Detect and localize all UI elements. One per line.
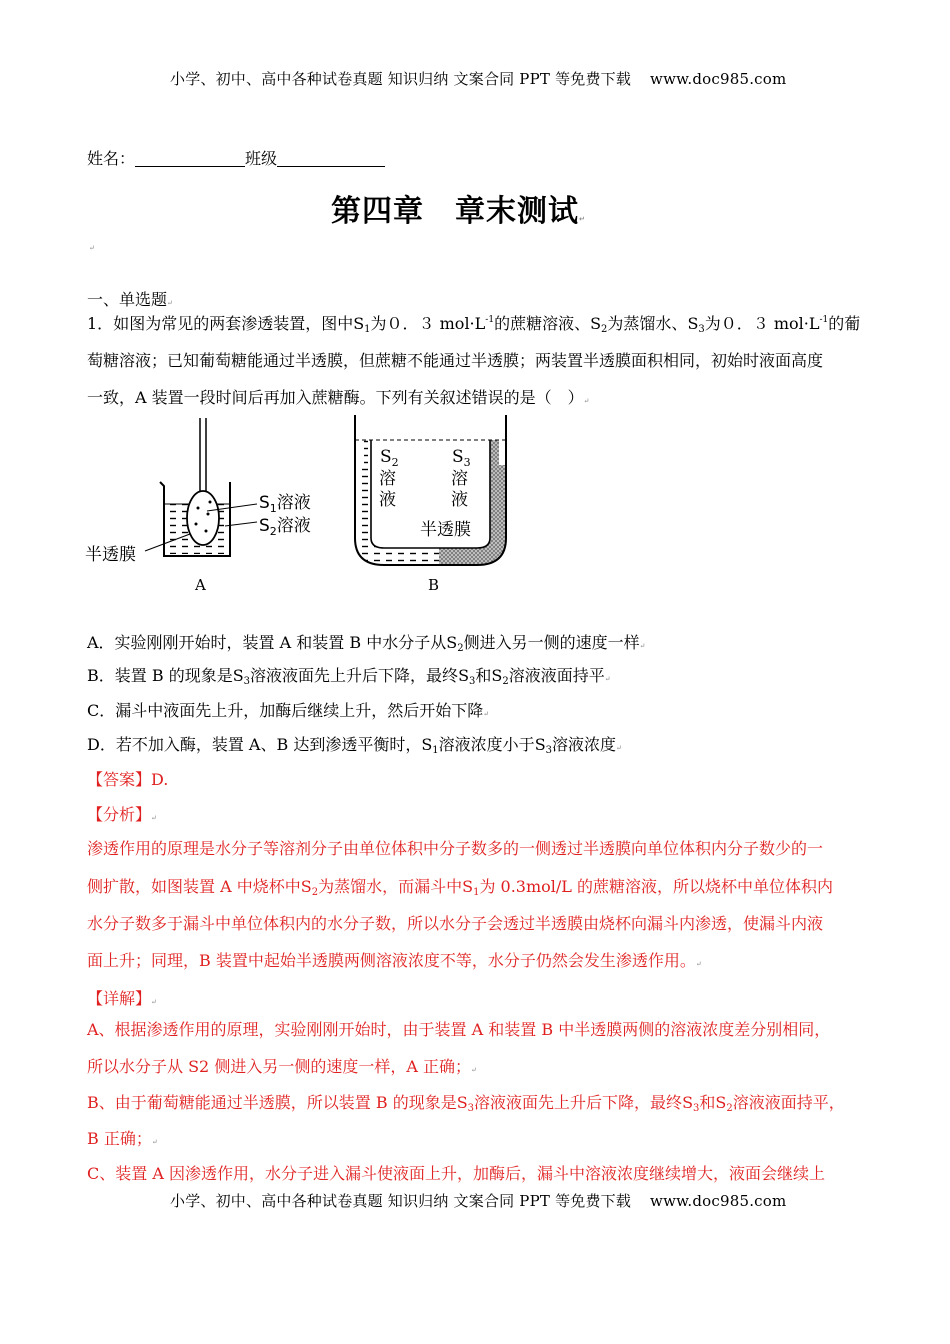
section-heading-text: 一、单选题 xyxy=(87,290,168,309)
osmosis-figure xyxy=(85,410,525,600)
paragraph-mark: ↵ xyxy=(579,215,586,223)
text: 溶液液面持平， xyxy=(732,1093,845,1112)
detail-line-c1: C、装置 A 因渗透作用，水分子进入漏斗使液面上升，加酶后，漏斗中溶液浓度继续增大，液面会继续上 xyxy=(87,1164,825,1183)
subscript: 2 xyxy=(601,324,608,335)
text: 溶液液面先上升后下降，最终 xyxy=(250,666,459,685)
analysis-line-3: 水分子数多于漏斗中单位体积内的水分子数，所以水分子会透过半透膜由烧杯向漏斗内渗透，使漏斗内液 xyxy=(87,914,824,933)
label-a: A xyxy=(195,576,206,594)
text: 和 xyxy=(699,1093,716,1112)
text: 为 0.3mol/L 的蔗糖溶液，所以烧杯中单位体积内 xyxy=(479,877,833,896)
label-s2-text: 溶液 xyxy=(276,516,311,536)
detail-line-b2 xyxy=(87,1126,158,1149)
text: A．实验刚刚开始时，装置 A 和装置 B 中水分子从 xyxy=(87,633,447,652)
label-s1-text: 溶液 xyxy=(276,493,311,513)
solute-dot xyxy=(205,530,208,533)
analysis-line-4-text: 面上升；同理，B 装置中起始半透膜两侧溶液浓度不等，水分子仍然会发生渗透作用。 xyxy=(87,951,696,970)
paragraph-mark: ↵ xyxy=(616,744,622,752)
subscript: 1 xyxy=(364,324,371,335)
analysis-line-4 xyxy=(87,948,702,971)
text: B、由于葡萄糖能通过半透膜，所以装置 B 的现象是 xyxy=(87,1093,457,1112)
banner-url: www.doc985.com xyxy=(650,70,787,88)
text: C．漏斗中液面先上升，加酶后继续上升，然后开始下降 xyxy=(87,701,484,720)
detail-line-b2-text: B 正确； xyxy=(87,1129,152,1148)
text: S xyxy=(446,633,458,652)
label-b-s2-char1: 溶 xyxy=(379,469,396,489)
text: S xyxy=(462,877,474,896)
membrane-bag xyxy=(187,491,219,545)
text: 为蒸馏水、 xyxy=(607,314,688,333)
label-b-s2-char2: 液 xyxy=(379,490,396,510)
question-line-3 xyxy=(87,385,590,408)
page-title xyxy=(331,186,586,230)
subscript: 3 xyxy=(467,1103,475,1114)
text: S xyxy=(456,1093,468,1112)
text: S xyxy=(353,314,365,333)
subscript: 3 xyxy=(698,324,705,335)
answer: 【答案】D. xyxy=(87,770,169,789)
text: 如图为常见的两套渗透装置，图中 xyxy=(113,314,354,333)
label-membrane-b: 半透膜 xyxy=(420,520,471,540)
subscript: 1 xyxy=(473,887,480,898)
label-b-s3-char2: 液 xyxy=(451,490,468,510)
detail-label xyxy=(87,986,157,1009)
paragraph-mark: ↵ xyxy=(151,1138,158,1146)
solute-dot xyxy=(197,507,200,510)
text: 侧进入另一侧的速度一样 xyxy=(463,633,640,652)
label-b-s3: $S_3$ xyxy=(452,447,471,469)
paragraph-mark: ↵ xyxy=(639,642,646,650)
text: D．若不加入酶，装置 A、B 达到渗透平衡时， xyxy=(87,735,422,754)
option-a[interactable] xyxy=(87,630,645,654)
name-label: 姓名： xyxy=(87,149,136,168)
text: 溶液浓度小于 xyxy=(438,735,535,754)
subscript: 3 xyxy=(693,1103,700,1114)
bottom-banner xyxy=(170,1190,786,1211)
label-b: B xyxy=(428,576,440,594)
banner-url: www.doc985.com xyxy=(650,1192,787,1210)
subscript: 3 xyxy=(243,676,251,687)
detail-line-a2 xyxy=(87,1054,477,1077)
text: S xyxy=(458,666,470,685)
text: S xyxy=(232,666,244,685)
text: 为０．３ mol·L xyxy=(370,314,486,333)
paragraph-mark: ↵ xyxy=(89,244,95,252)
text: 的葡 xyxy=(828,314,861,333)
text: S xyxy=(682,1093,694,1112)
top-banner xyxy=(170,68,786,89)
paragraph-mark: ↵ xyxy=(151,998,157,1006)
text: S xyxy=(687,314,699,333)
text: 的蔗糖溶液、 xyxy=(494,314,591,333)
question-line-1 xyxy=(87,311,860,335)
subscript: 1 xyxy=(432,745,439,756)
page-title-text: 第四章 章末测试 xyxy=(331,194,579,229)
text: S xyxy=(300,877,312,896)
text: 侧扩散，如图装置 A 中烧杯中 xyxy=(87,877,301,896)
detail-line-a2-text: 所以水分子从 S2 侧进入另一侧的速度一样，A 正确； xyxy=(87,1057,471,1076)
subscript: 2 xyxy=(726,1103,733,1114)
paragraph-mark: ↵ xyxy=(470,1066,477,1074)
text: 为０．３ mol·L xyxy=(704,314,820,333)
u-tube-outer xyxy=(355,415,506,565)
banner-text: 小学、初中、高中各种试卷真题 知识归纳 文案合同 PPT 等免费下载 xyxy=(170,1192,632,1210)
name-class-line xyxy=(87,146,385,169)
paragraph-mark: ↵ xyxy=(695,960,702,968)
paragraph-mark: ↵ xyxy=(151,814,157,822)
text: 溶液液面持平 xyxy=(508,666,605,685)
solute-dot xyxy=(207,513,210,516)
text: 为蒸馏水，而漏斗中 xyxy=(318,877,463,896)
solute-dot xyxy=(195,523,198,526)
label-membrane-a: 半透膜 xyxy=(85,545,136,565)
paragraph-mark: ↵ xyxy=(583,397,590,405)
text: S xyxy=(421,735,433,754)
subscript: 2 xyxy=(457,643,464,654)
analysis-line-2 xyxy=(87,874,833,898)
subscript: 3 xyxy=(469,676,476,687)
label-s2: $S_2$溶液 xyxy=(259,516,311,538)
subscript: 2 xyxy=(311,887,319,898)
detail-line-a1: A、根据渗透作用的原理，实验刚刚开始时，由于装置 A 和装置 B 中半透膜两侧的溶液浓度差分别相同， xyxy=(87,1020,831,1039)
apparatus-a xyxy=(85,418,311,594)
analysis-line-1: 渗透作用的原理是水分子等溶剂分子由单位体积中分子数多的一侧透过半透膜向单位体积内分子数少的一 xyxy=(87,839,824,858)
option-d[interactable] xyxy=(87,732,622,756)
subscript: 3 xyxy=(545,745,553,756)
label-b-s2: $S_2$ xyxy=(380,447,399,469)
class-label: 班级 xyxy=(245,149,278,168)
text: B．装置 B 的现象是 xyxy=(87,666,233,685)
text: 和 xyxy=(475,666,492,685)
text: S xyxy=(715,1093,727,1112)
analysis-label-text: 【分析】 xyxy=(87,805,152,824)
analysis-label xyxy=(87,802,157,825)
text: S xyxy=(590,314,602,333)
superscript: -1 xyxy=(819,315,829,325)
section-heading xyxy=(87,287,173,310)
option-b[interactable] xyxy=(87,663,611,687)
superscript: -1 xyxy=(485,315,495,325)
text: S xyxy=(534,735,546,754)
name-blank[interactable] xyxy=(135,150,245,167)
label-s1: $S_1$溶液 xyxy=(259,493,311,515)
text: 溶液液面先上升后下降，最终 xyxy=(474,1093,683,1112)
subscript: 2 xyxy=(502,676,509,687)
question-line-3-text: 一致，A 装置一段时间后再加入蔗糖酶。下列有关叙述错误的是（ ） xyxy=(87,388,584,407)
detail-label-text: 【详解】 xyxy=(87,989,152,1008)
paragraph-mark: ↵ xyxy=(167,299,173,307)
banner-text: 小学、初中、高中各种试卷真题 知识归纳 文案合同 PPT 等免费下载 xyxy=(170,70,632,88)
text: 溶液浓度 xyxy=(552,735,617,754)
paragraph-mark: ↵ xyxy=(483,710,490,718)
label-b-s3-char1: 溶 xyxy=(451,469,468,489)
question-line-2: 萄糖溶液；已知葡萄糖能通过半透膜，但蔗糖不能通过半透膜；两装置半透膜面积相同，初始时液面高度 xyxy=(87,351,824,370)
text: S xyxy=(491,666,503,685)
class-blank[interactable] xyxy=(277,150,385,167)
s3-solution xyxy=(439,440,506,565)
paragraph-mark: ↵ xyxy=(604,675,611,683)
option-c[interactable] xyxy=(87,698,489,721)
apparatus-b xyxy=(355,415,506,594)
solute-dot xyxy=(209,501,212,504)
question-number: 1． xyxy=(87,314,114,333)
detail-line-b1 xyxy=(87,1090,845,1114)
